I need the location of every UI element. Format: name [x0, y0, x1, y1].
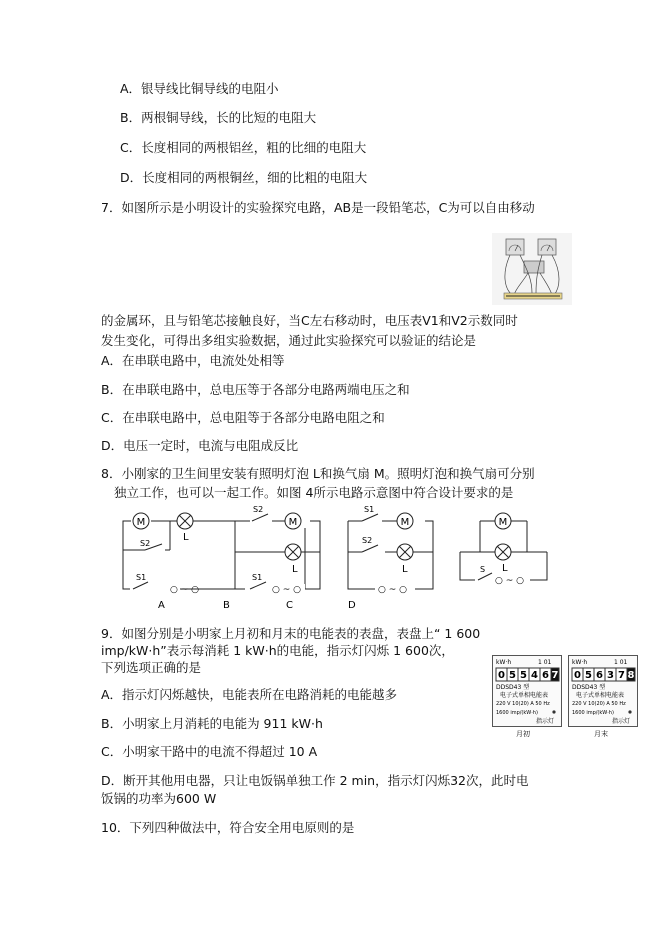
q9-stem-line-1: 9．如图分别是小明家上月初和月末的电能表的表盘，表盘上“ 1 600 [101, 626, 481, 641]
q9-stem-line-2: imp/kW·h”表示每消耗 1 kW·h的电能，指示灯闪烁 1 600次， [101, 643, 454, 658]
lamp-label-d: L [502, 563, 508, 574]
meter-end-model: DDSD43 型 [572, 684, 606, 691]
meter-end-phase: 1 01 [614, 659, 628, 666]
circuit-d [460, 513, 547, 586]
meter-start-model: DDSD43 型 [496, 684, 530, 691]
q9-option-d-line-1: D．断开其他用电器，只让电饭锅单独工作 2 min，指示灯闪烁32次，此时电 [101, 773, 529, 788]
q6-option-b: B．两根铜导线，长的比短的电阻大 [120, 110, 317, 125]
switch-s-label-d: S [480, 565, 486, 574]
meter-end-spec: 220 V 10(20) A 50 Hz [572, 701, 626, 707]
meter-end-digit-5: 7 [618, 670, 625, 681]
meter-start-digit-1: 0 [498, 670, 505, 681]
voltmeter-v2 [538, 239, 556, 255]
option-label-d: D [348, 600, 356, 611]
meter-start-spec: 220 V 10(20) A 50 Hz [496, 701, 550, 707]
meter-start-digit-2: 5 [509, 670, 516, 681]
ac-source-c: ○ ~ ○ [378, 585, 407, 595]
switch-s1-label-c: S1 [364, 505, 375, 514]
motor-label-a: M [136, 517, 146, 528]
q7-stem-line-3: 发生变化，可得出多组实验数据，通过此实验探究可以验证的结论是 [101, 333, 477, 348]
q8-stem-line-1: 8．小刚家的卫生间里安装有照明灯泡 L和换气扇 M。照明灯泡和换气扇可分别 [101, 466, 535, 481]
ac-source-a: ○ ~ ○ [170, 585, 199, 595]
meter-start-name: 电子式单相电能表 [500, 692, 549, 699]
meter-end-decimal-digit: 8 [627, 670, 635, 681]
meter-month-start [492, 655, 562, 737]
meter-end-imp: 1600 imp/(kW·h) [572, 710, 614, 716]
q9-option-a: A．指示灯闪烁越快，电能表所在电路消耗的电能越多 [101, 687, 398, 702]
meter-start-register [496, 668, 559, 681]
q7-option-d: D．电压一定时，电流与电阻成反比 [101, 438, 299, 453]
q6-option-d: D．长度相同的两根铜丝，细的比粗的电阻大 [120, 170, 368, 185]
q7-option-c: C．在串联电路中，总电阻等于各部分电路电阻之和 [101, 410, 385, 425]
lamp-label-b: L [292, 564, 298, 575]
voltmeter-v1 [506, 239, 524, 255]
meter-end-digit-2: 5 [585, 670, 592, 681]
meter-end-indicator-label: 指示灯 [612, 718, 631, 725]
ac-source-b: ○ ~ ○ [272, 585, 301, 595]
q9-stem-line-3: 下列选项正确的是 [101, 660, 202, 675]
q10-stem: 10．下列四种做法中，符合安全用电原则的是 [101, 820, 355, 835]
q7-option-a: A．在串联电路中，电流处处相等 [101, 353, 285, 368]
switch-s2-label-a: S2 [140, 539, 151, 548]
meter-start-digit-4: 4 [531, 670, 538, 681]
meter-start-digit-5: 6 [542, 670, 549, 681]
meter-month-end [568, 655, 638, 737]
motor-label-d: M [498, 517, 508, 528]
meter-start-phase: 1 01 [538, 659, 552, 666]
meter-start-unit: kW·h [496, 659, 512, 666]
q6-option-c: C．长度相同的两根铝丝，粗的比细的电阻大 [120, 140, 367, 155]
indicator-light-icon [552, 710, 555, 713]
switch-s1-label-a: S1 [136, 573, 147, 582]
meter-start-indicator-label: 指示灯 [536, 718, 555, 725]
meter-end-name: 电子式单相电能表 [576, 692, 625, 699]
q6-option-a: A．银导线比铜导线的电阻小 [120, 81, 279, 96]
circuit-a-elements [123, 513, 230, 611]
meter-start-caption: 月初 [516, 730, 530, 737]
meter-start-digit-3: 5 [520, 670, 527, 681]
pencil-lead-ab [504, 293, 562, 299]
option-label-c: C [286, 600, 293, 611]
q7-stem-line-1: 7．如图所示是小明设计的实验探究电路，AB是一段铅笔芯，C为可以自由移动 [101, 200, 535, 215]
motor-label-b: M [288, 517, 298, 528]
ac-source-d: ○ ~ ○ [495, 576, 524, 586]
meter-start-decimal-digit: 7 [551, 670, 559, 681]
option-label-b: B [223, 600, 230, 611]
meter-end-digit-1: 0 [574, 670, 581, 681]
switch-s2-label-b: S2 [253, 505, 264, 514]
q9-option-c: C．小明家干路中的电流不得超过 10 A [101, 744, 318, 759]
meter-end-caption: 月末 [594, 730, 608, 737]
switch-s2-label-c: S2 [362, 536, 373, 545]
q8-stem-line-2: 独立工作，也可以一起工作。如图 4所示电路示意图中符合设计要求的是 [114, 485, 514, 500]
meter-end-digit-3: 6 [596, 670, 603, 681]
q9-option-b: B．小明家上月消耗的电能为 911 kW·h [101, 716, 323, 731]
lamp-label-a: L [183, 532, 189, 543]
q7-option-b: B．在串联电路中，总电压等于各部分电路两端电压之和 [101, 382, 410, 397]
circuit-b-frame [235, 521, 320, 589]
circuit-a [123, 520, 305, 590]
meter-end-unit: kW·h [572, 659, 588, 666]
q9-option-d-line-2: 饭锅的功率为600 W [101, 791, 217, 806]
meter-start-imp: 1600 imp/(kW·h) [496, 710, 538, 716]
circuit-a-frame [123, 521, 305, 589]
meter-end-register [572, 668, 635, 681]
q8-circuit-diagrams [100, 500, 570, 612]
motor-label-c: M [400, 517, 410, 528]
q7-stem-line-2: 的金属环，且与铅笔芯接触良好，当C左右移动时，电压表V1和V2示数同时 [101, 313, 518, 328]
circuit-c [348, 505, 433, 611]
circuit-b [235, 505, 320, 611]
lamp-label-c: L [402, 564, 408, 575]
battery [524, 261, 544, 273]
option-label-a: A [158, 600, 165, 611]
switch-s1-label-b: S1 [252, 573, 263, 582]
q7-circuit-photo [492, 233, 572, 305]
meter-end-digit-4: 3 [607, 670, 614, 681]
indicator-light-icon [628, 710, 631, 713]
